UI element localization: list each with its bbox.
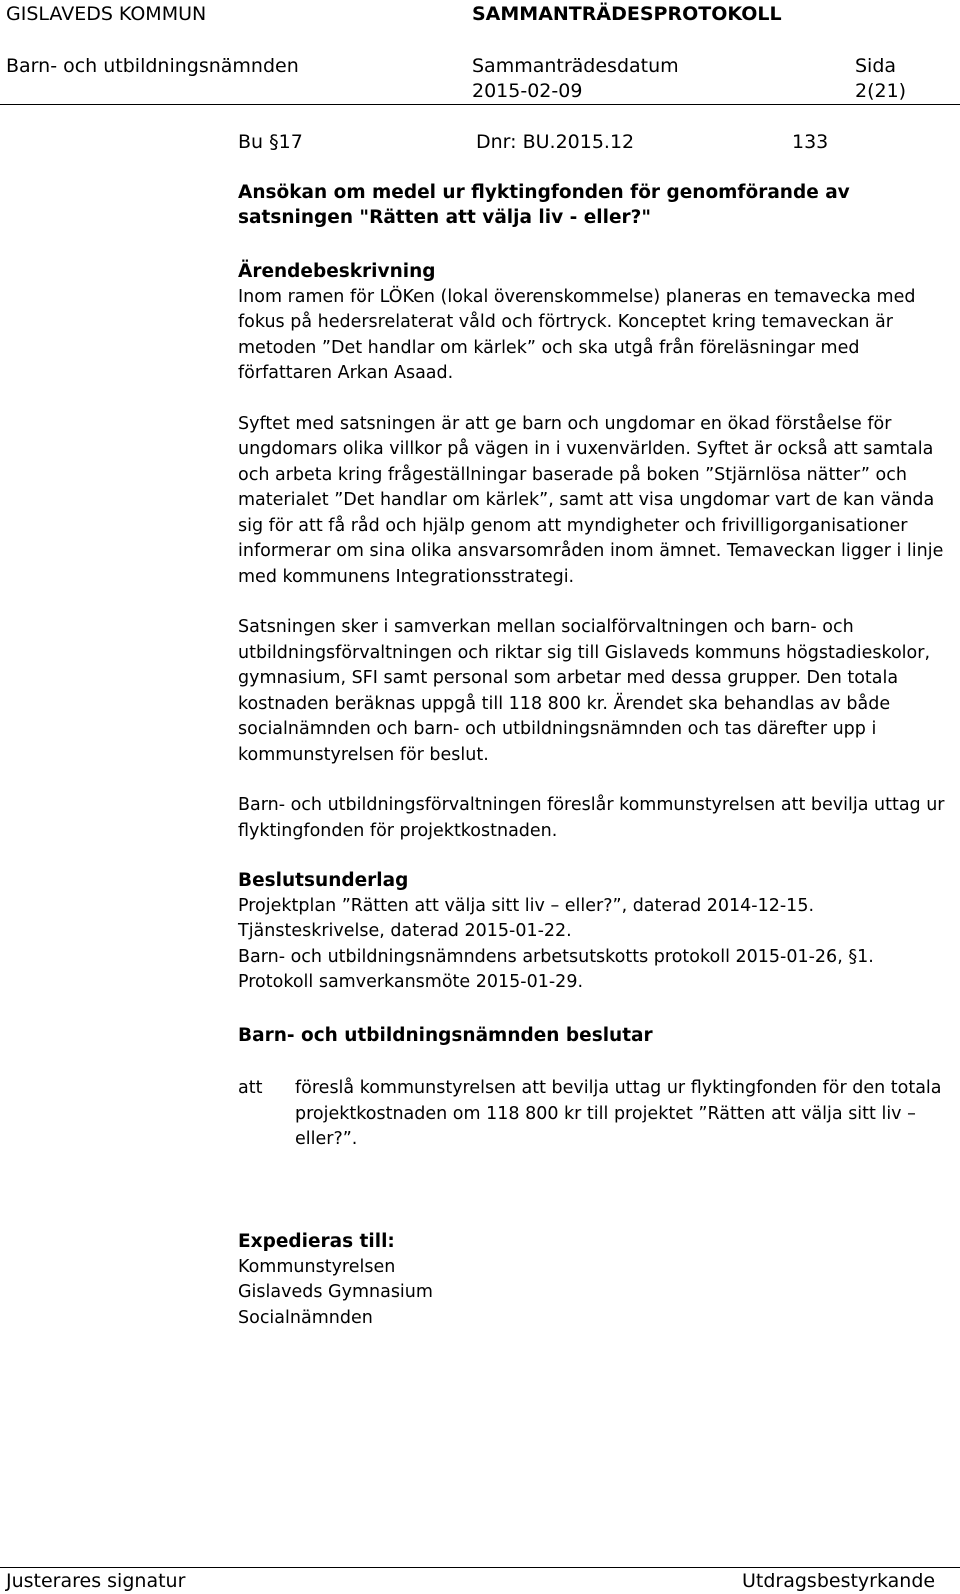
page-label: Sida — [855, 55, 897, 77]
dispatch-heading: Expedieras till: — [238, 1231, 395, 1252]
basis-item: Tjänsteskrivelse, daterad 2015-01-22. — [238, 921, 572, 941]
dispatch-recipient: Kommunstyrelsen — [238, 1256, 396, 1277]
meeting-date-value: 2015-02-09 — [472, 80, 583, 102]
document-type: SAMMANTRÄDESPROTOKOLL — [472, 3, 782, 25]
case-title-line-1: Ansökan om medel ur flyktingfonden för genomförande av — [238, 182, 850, 203]
basis-section — [238, 868, 948, 996]
case-dnr: Dnr: BU.2015.12 — [476, 131, 635, 153]
decision-text: föreslå kommunstyrelsen att bevilja uttag ur flyktingfonden för den totala projektkostnaden om 118 800 kr till projektet ”Rätten att välja sitt liv – eller?”. — [295, 1078, 942, 1149]
header-divider — [0, 104, 960, 105]
decision-heading: Barn- och utbildningsnämnden beslutar — [238, 1025, 653, 1046]
basis-heading: Beslutsunderlag — [238, 870, 409, 891]
page-number: 2(21) — [855, 80, 907, 102]
basis-item: Projektplan ”Rätten att välja sitt liv – eller?”, daterad 2014-12-15. — [238, 895, 815, 916]
description-paragraph-4: Barn- och utbildningsförvaltningen föreslår kommunstyrelsen att bevilja uttag ur flyktingfonden för projektkostnaden. — [238, 795, 945, 841]
case-title — [238, 180, 850, 230]
dispatch-section — [238, 1229, 948, 1331]
description-paragraph-2: Syftet med satsningen är att ge barn och ungdomar en ökad förståelse för ungdomars olika villkor på vägen in i vuxenvärlden. Syftet är också att samtala och arbeta kring frågeställningar baserade på boken ”Stjärnlösa nätter” och materialet ”Det handlar om kärlek”, samt att visa ungdomar vart de kan vända sig för att få råd och hjälp genom att myndigheter och frivilligorganisationer informerar om sina olika ansvarsområden inom ämnet. Temaveckan ligger i linje med kommunens Integrationsstrategi. — [238, 413, 944, 587]
basis-item: Barn- och utbildningsnämndens arbetsutskotts protokoll 2015-01-26, §1. — [238, 946, 874, 967]
basis-item: Protokoll samverkansmöte 2015-01-29. — [238, 972, 584, 992]
meeting-date-label: Sammanträdesdatum — [472, 55, 679, 77]
municipality-name: GISLAVEDS KOMMUN — [6, 3, 207, 25]
description-section — [238, 259, 948, 844]
case-number: 133 — [792, 131, 829, 153]
case-paragraph: Bu §17 — [238, 131, 303, 153]
description-paragraph-3: Satsningen sker i samverkan mellan socialförvaltningen och barn- och utbildningsförvaltningen och riktar sig till Gislaveds kommuns högstadieskolor, gymnasium, SFI samt personal som arbetar med dessa grupper. Den totala kostnaden beräknas uppgå till 118 800 kr. Ärendet ska behandlas av både socialnämnden och barn- och utbildningsnämnden och tas därefter upp i kommunstyrelsen för beslut. — [238, 617, 931, 765]
footer-divider — [0, 1567, 960, 1568]
dispatch-recipient: Gislaveds Gymnasium — [238, 1282, 433, 1302]
case-title-line-2: satsningen "Rätten att välja liv - eller?" — [238, 207, 651, 228]
decision-marker: att — [238, 1078, 263, 1098]
certification-label: Utdragsbestyrkande — [742, 1570, 936, 1592]
description-paragraph-1: Inom ramen för LÖKen (lokal överenskommelse) planeras en temavecka med fokus på hedersrelaterat våld och förtryck. Konceptet kring temaveckan är metoden ”Det handlar om kärlek” och ska utgå från föreläsningar med författaren Arkan Asaad. — [238, 286, 916, 383]
dispatch-recipient: Socialnämnden — [238, 1307, 373, 1328]
adjuster-signature-label: Justerares signatur — [6, 1570, 186, 1592]
description-heading: Ärendebeskrivning — [238, 261, 436, 282]
committee-name: Barn- och utbildningsnämnden — [6, 55, 299, 77]
